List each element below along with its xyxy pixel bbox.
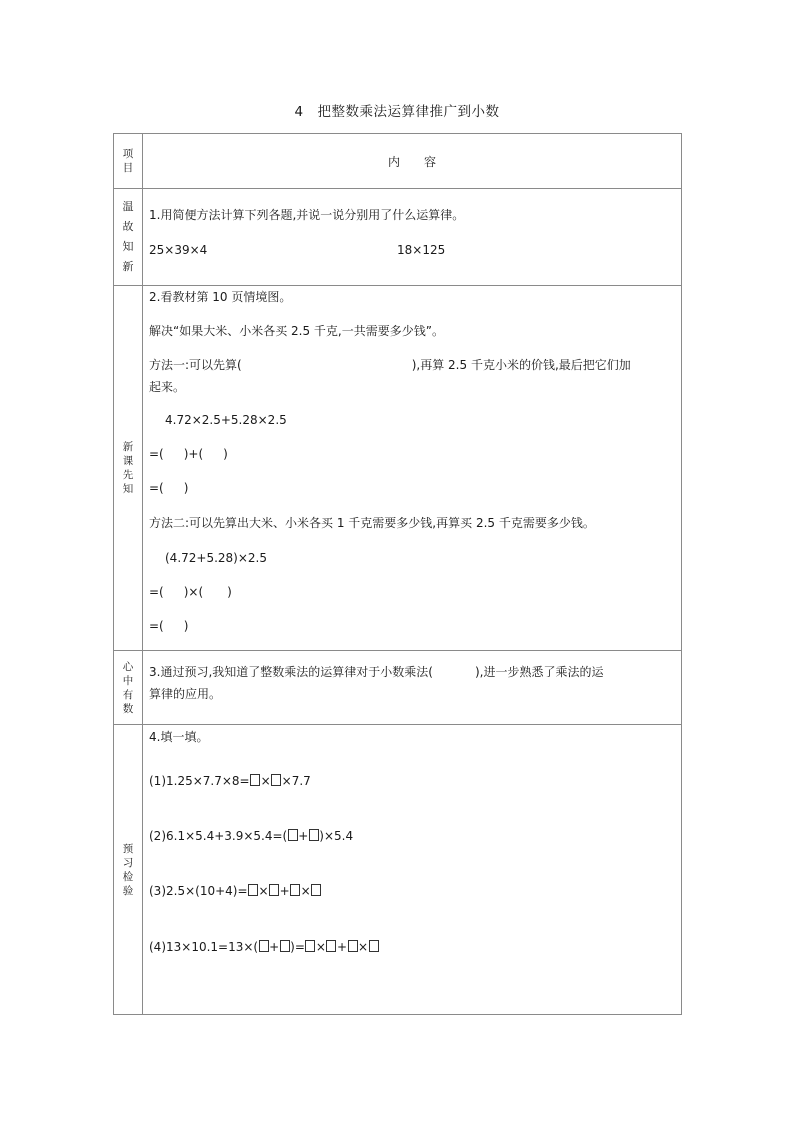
text: × (260, 774, 271, 788)
paren-times: )×( (183, 585, 204, 599)
text: + (279, 884, 290, 898)
content-header-label: 内 容 (387, 154, 436, 169)
section-summary-row (114, 651, 682, 725)
answer-box[interactable] (248, 884, 258, 896)
text: × (358, 940, 369, 954)
text: + (269, 940, 280, 954)
answer-box[interactable] (369, 940, 379, 952)
paren-open: =( (149, 619, 164, 633)
fill-problem-2 (149, 828, 353, 844)
expression-18x125: 18×125 (397, 243, 446, 257)
paren-close: ) (227, 585, 232, 599)
question-4: 4.填一填。 (149, 730, 209, 744)
method-2-step-1 (149, 584, 232, 600)
text: (2)6.1×5.4+3.9×5.4=( (149, 829, 288, 843)
item-header-cell (114, 134, 143, 189)
section-preview-row (114, 286, 682, 651)
text: (1)1.25×7.7×8= (149, 774, 250, 788)
section-check-row (114, 725, 682, 1015)
method-1-expression: 4.72×2.5+5.28×2.5 (165, 413, 287, 427)
question-3-line (149, 664, 603, 680)
method-1-step-1 (149, 446, 228, 462)
content-header-cell (143, 134, 682, 189)
section-review-content (143, 189, 682, 286)
text: + (298, 829, 309, 843)
text: ×7.7 (281, 774, 311, 788)
text: )= (290, 940, 305, 954)
section-preview-content (143, 286, 682, 651)
method-2-expression: (4.72+5.28)×2.5 (165, 551, 267, 565)
section-check-content (143, 725, 682, 1015)
text: × (300, 884, 311, 898)
section-check-label-cell (114, 725, 143, 1015)
answer-box[interactable] (309, 829, 319, 841)
section-review-label: 温故知新 (122, 200, 134, 273)
question-3-end: ),进一步熟悉了乘法的运 (474, 665, 604, 679)
worksheet-table (113, 133, 682, 1015)
paren-close: ) (223, 447, 228, 461)
answer-box[interactable] (326, 940, 336, 952)
text: × (258, 884, 269, 898)
section-check-label: 预习检验 (122, 842, 134, 897)
section-review-row (114, 189, 682, 286)
fill-problem-3 (149, 883, 322, 899)
header-row (114, 134, 682, 189)
text: )×5.4 (319, 829, 354, 843)
answer-box[interactable] (269, 884, 279, 896)
answer-box[interactable] (271, 774, 281, 786)
problem-statement: 解决“如果大米、小米各买 2.5 千克,一共需要多少钱”。 (149, 324, 444, 338)
fill-problem-1 (149, 773, 311, 789)
paren-open: =( (149, 481, 164, 495)
text: + (336, 940, 348, 954)
text: (3)2.5×(10+4)= (149, 884, 248, 898)
section-summary-label-cell (114, 651, 143, 725)
section-summary-label: 心中有数 (122, 660, 134, 715)
answer-box[interactable] (259, 940, 269, 952)
paren-open: =( (149, 447, 164, 461)
answer-box[interactable] (311, 884, 321, 896)
section-review-label-cell (114, 189, 143, 286)
section-preview-label: 新课先知 (122, 441, 134, 495)
section-preview-label-cell (114, 286, 143, 651)
method-1-end: ),再算 2.5 千克小米的价钱,最后把它们加 (411, 358, 631, 372)
section-summary-content (143, 651, 682, 725)
expression-25x39x4: 25×39×4 (149, 243, 208, 257)
method-1-line (149, 357, 631, 373)
method-1-start: 方法一:可以先算( (149, 358, 242, 372)
answer-box[interactable] (305, 940, 315, 952)
answer-box[interactable] (288, 829, 298, 841)
question-3-start: 3.通过预习,我知道了整数乘法的运算律对于小数乘法( (149, 665, 433, 679)
page-title: 4 把整数乘法运算律推广到小数 (294, 104, 500, 120)
method-1-continuation: 起来。 (149, 380, 186, 394)
question-1: 1.用简便方法计算下列各题,并说一说分别用了什么运算律。 (149, 208, 465, 222)
item-header-label: 项目 (122, 148, 134, 174)
paren-open: =( (149, 585, 164, 599)
question-3-continuation: 算律的应用。 (149, 687, 222, 701)
text: (4)13×10.1=13×( (149, 940, 259, 954)
answer-box[interactable] (290, 884, 300, 896)
answer-box[interactable] (348, 940, 358, 952)
method-2-line: 方法二:可以先算出大米、小米各买 1 千克需要多少钱,再算买 2.5 千克需要多少钱。 (149, 516, 595, 530)
method-2-step-2 (149, 618, 188, 634)
answer-box[interactable] (280, 940, 290, 952)
paren-close: ) (183, 481, 189, 495)
fill-problem-4 (149, 939, 379, 955)
question-2: 2.看教材第 10 页情境图。 (149, 290, 292, 304)
paren-plus: )+( (183, 447, 204, 461)
paren-close: ) (183, 619, 189, 633)
text: × (315, 940, 326, 954)
answer-box[interactable] (250, 774, 260, 786)
method-1-step-2 (149, 480, 188, 496)
